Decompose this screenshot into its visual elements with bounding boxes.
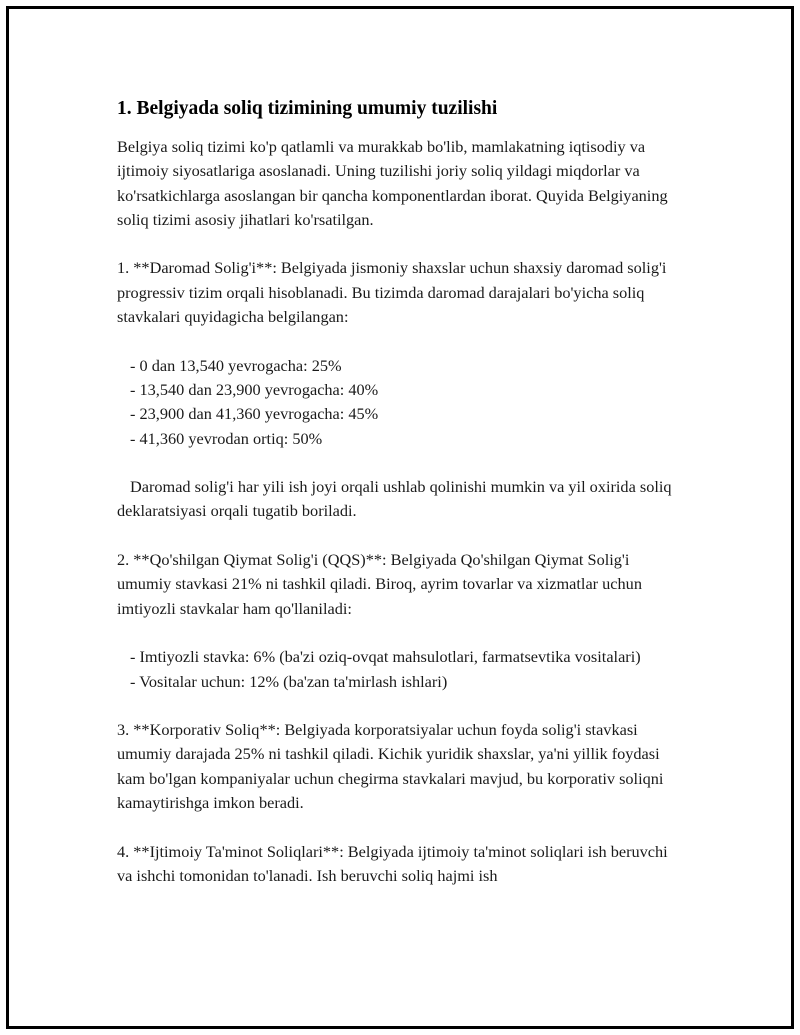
- income-bracket-item: - 13,540 dan 23,900 yevrogacha: 40%: [130, 379, 379, 399]
- income-tax-note: Daromad solig'i har yili ish joyi orqali ushlab qolinishi mumkin va yil oxirida soliq deklaratsiyasi orqali tugatib boriladi.: [117, 477, 672, 521]
- spacer: [117, 694, 685, 718]
- spacer: [117, 815, 685, 839]
- document-title: 1. Belgiyada soliq tizimining umumiy tuzilishi: [117, 98, 498, 119]
- spacer: [117, 329, 685, 353]
- section-vat: 2. **Qo'shilgan Qiymat Solig'i (QQS)**: Belgiyada Qo'shilgan Qiymat Solig'i umumiy stavkasi 21% ni tashkil qiladi. Biroq, ayrim tovarlar va xizmatlar uchun imtiyozli stavkalar ham qo'llaniladi:: [117, 550, 642, 618]
- section-corporate-tax: 3. **Korporativ Soliq**: Belgiyada korporatsiyalar uchun foyda solig'i stavkasi umumiy darajada 25% ni tashkil qiladi. Kichik yuridik shaxslar, ya'ni yillik foydasi kam bo'lgan kompaniyalar uchun chegirma stavkalari mavjud, bu korporativ soliqni kamaytirishga imkon beradi.: [117, 720, 664, 813]
- section-social-security: 4. **Ijtimoiy Ta'minot Soliqlari**: Belgiyada ijtimoiy ta'minot soliqlari ish beruvchi va ishchi tomonidan to'lanadi. Ish beruvchi soliq hajmi ish: [117, 841, 668, 885]
- vat-rate-item: - Vositalar uchun: 12% (ba'zan ta'mirlash ishlari): [130, 671, 448, 691]
- income-bracket-item: - 41,360 yevrodan ortiq: 50%: [130, 428, 323, 448]
- vat-rate-item: - Imtiyozli stavka: 6% (ba'zi oziq-ovqat mahsulotlari, farmatsevtika vositalari): [130, 647, 641, 667]
- income-bracket-item: - 23,900 dan 41,360 yevrogacha: 45%: [130, 404, 379, 424]
- document-body: [117, 96, 685, 888]
- section-income-tax: 1. **Daromad Solig'i**: Belgiyada jismoniy shaxslar uchun shaxsiy daromad solig'i progressiv tizim orqali hisoblanadi. Bu tizimda daromad darajalari bo'yicha soliq stavkalari quyidagicha belgilangan:: [117, 258, 667, 327]
- spacer: [117, 451, 685, 475]
- intro-paragraph: Belgiya soliq tizimi ko'p qatlamli va murakkab bo'lib, mamlakatning iqtisodiy va ijtimoiy siyosatlariga asoslanadi. Uning tuzilishi joriy soliq yildagi miqdorlar va ko'rsatkichlarga asoslangan bir qancha komponentlardan iborat. Quyida Belgiyaning soliq tizimi asosiy jihatlari ko'rsatilgan.: [117, 137, 668, 229]
- spacer: [117, 524, 685, 548]
- page-frame: [6, 6, 794, 1029]
- spacer: [117, 232, 685, 256]
- income-bracket-item: - 0 dan 13,540 yevrogacha: 25%: [130, 355, 342, 375]
- spacer: [117, 621, 685, 645]
